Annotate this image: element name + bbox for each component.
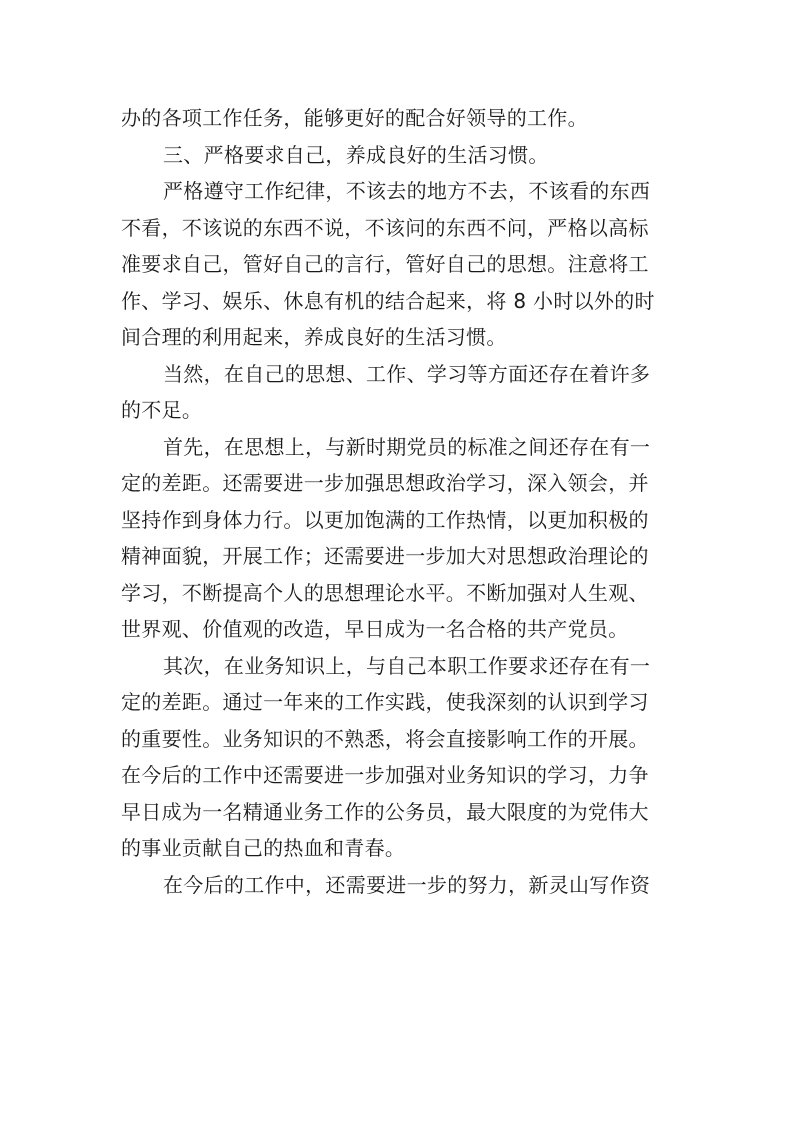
- text-line: 严格遵守工作纪律，不该去的地方不去，不该看的东西: [163, 179, 651, 203]
- text-line: 定的差距。还需要进一步加强思想政治学习，深入领会，并: [121, 471, 649, 495]
- text-line: 定的差距。通过一年来的工作实践，使我深刻的认识到学习: [121, 690, 649, 714]
- text-line: 作、学习、娱乐、休息有机的结合起来，将 8 小时以外的时: [121, 288, 655, 313]
- text-line: 在今后的工作中，还需要进一步的努力，新灵山写作资: [163, 872, 651, 897]
- text-line: 间合理的利用起来，养成良好的生活习惯。: [121, 325, 507, 349]
- text-line: 精神面貌，开展工作；还需要进一步加大对思想政治理论的: [121, 544, 649, 568]
- paragraph-future-effort: [121, 867, 681, 904]
- paragraph-discipline: [121, 173, 681, 356]
- text-line: 不看，不该说的东西不说，不该问的东西不问，严格以高标: [121, 215, 649, 240]
- text-line: 三、严格要求自己，养成良好的生活习惯。: [163, 142, 549, 167]
- text-line: 学习，不断提高个人的思想理论水平。不断加强对人生观、: [121, 580, 649, 605]
- text-line: 其次，在业务知识上，与自己本职工作要求还存在有一: [163, 653, 651, 678]
- text-line: 的重要性。业务知识的不熟悉，将会直接影响工作的开展。: [121, 726, 649, 751]
- paragraph-continuation: [121, 100, 681, 137]
- text-line: 在今后的工作中还需要进一步加强对业务知识的学习，力争: [121, 763, 649, 787]
- text-line: 办的各项工作任务，能够更好的配合好领导的工作。: [121, 106, 588, 130]
- text-line: 的不足。: [121, 398, 203, 422]
- text-line: 世界观、价值观的改造，早日成为一名合格的共产党员。: [121, 617, 629, 641]
- document-body: [121, 100, 681, 903]
- text-line: 早日成为一名精通业务工作的公务员，最大限度的为党伟大: [121, 799, 649, 824]
- text-line: 准要求自己，管好自己的言行，管好自己的思想。注意将工: [121, 252, 649, 276]
- paragraph-ideology: [121, 429, 681, 648]
- paragraph-shortcomings: [121, 356, 681, 429]
- paragraph-business-knowledge: [121, 648, 681, 867]
- text-line: 坚持作到身体力行。以更加饱满的工作热情，以更加积极的: [121, 507, 649, 532]
- text-line: 首先，在思想上，与新时期党员的标准之间还存在有一: [163, 434, 651, 459]
- text-line: 的事业贡献自己的热血和青春。: [121, 836, 406, 860]
- text-line: 当然，在自己的思想、工作、学习等方面还存在着许多: [163, 361, 651, 386]
- section-heading: [121, 137, 681, 174]
